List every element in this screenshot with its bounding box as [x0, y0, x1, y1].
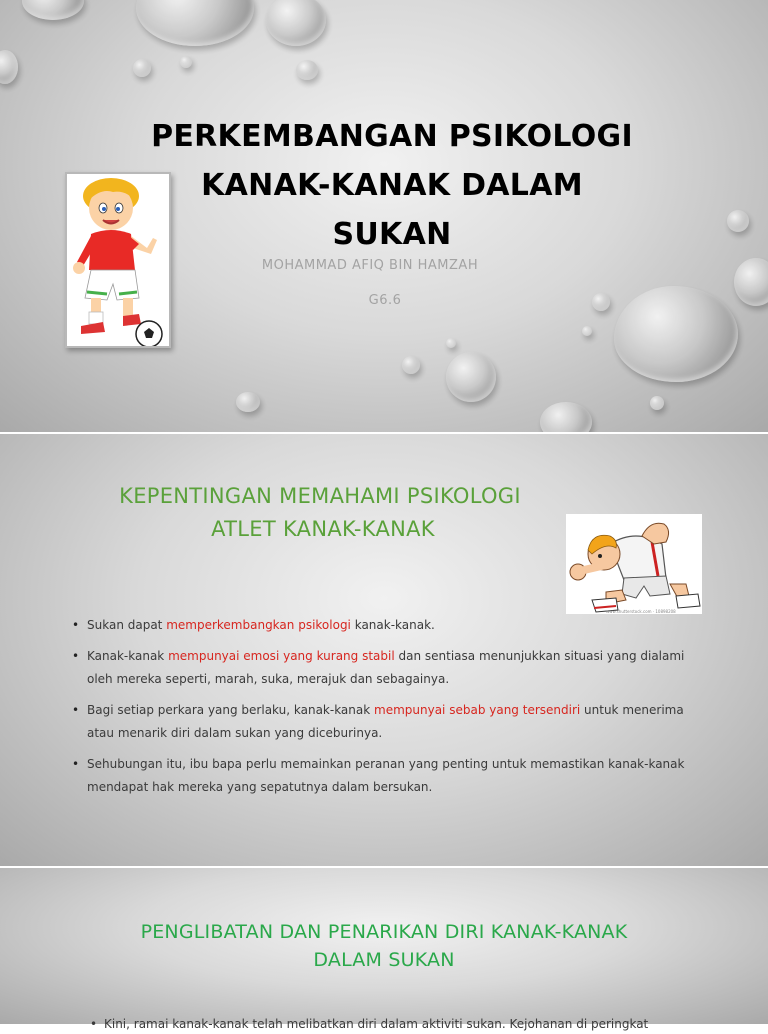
author-name: MOHAMMAD AFIQ BIN HAMZAH	[261, 258, 479, 273]
bullet-text: untuk menerima atau menarik diri dalam sukan yang diceburinya.	[87, 703, 684, 740]
slide-title	[60, 480, 580, 546]
water-drop-decoration	[236, 392, 260, 412]
water-drop-decoration	[296, 60, 318, 80]
title-line: KANAK-KANAK DALAM	[201, 168, 583, 203]
bullet-highlight: mempunyai sebab yang tersendiri	[374, 703, 581, 717]
water-drop-decoration	[446, 338, 456, 348]
image-caption: www.shutterstock.com · 10898208	[606, 609, 676, 614]
list-item	[72, 699, 692, 745]
title-line: PERKEMBANGAN PSIKOLOGI	[151, 119, 633, 154]
list-item: • Kini, ramai kanak-kanak telah melibatkan diri dalam aktiviti sukan. Kejohanan di peringkat	[104, 1014, 704, 1034]
slide-title	[120, 112, 664, 259]
water-drop-decoration	[402, 356, 420, 374]
slide-title	[90, 918, 678, 974]
bullet-text: dan sentiasa menunjukkan situasi yang dialami oleh mereka seperti, marah, suka, merajuk dan sebagainya.	[87, 649, 685, 686]
class-code: G6.6	[368, 293, 402, 308]
bullet-highlight: memperkembangkan psikologi	[166, 618, 351, 632]
bullet-text: kanak-kanak.	[350, 618, 435, 632]
list-item	[72, 614, 692, 637]
water-drop-decoration	[180, 56, 192, 68]
water-drop-decoration	[0, 50, 18, 84]
bullet-highlight: mempunyai emosi yang kurang stabil	[168, 649, 395, 663]
title-line: SUKAN	[332, 217, 452, 252]
water-drop-decoration	[133, 59, 151, 77]
cartoon-runner-icon	[566, 514, 702, 614]
water-drop-decoration	[582, 326, 592, 336]
water-drop-decoration	[446, 352, 496, 402]
title-line: DALAM SUKAN	[313, 949, 455, 971]
cartoon-boy-icon	[67, 174, 169, 346]
title-line: PENGLIBATAN DAN PENARIKAN DIRI KANAK-KANAK	[140, 921, 628, 943]
bullet-text: Kanak-kanak	[87, 649, 169, 663]
water-drop-decoration	[614, 286, 738, 382]
water-drop-decoration	[727, 210, 749, 232]
bullet-list	[72, 614, 692, 807]
bullet-text: Sukan dapat	[87, 618, 167, 632]
water-drop-decoration	[650, 396, 664, 410]
title-line: ATLET KANAK-KANAK	[211, 517, 435, 541]
water-drop-decoration	[266, 0, 326, 46]
title-line: KEPENTINGAN MEMAHAMI PSIKOLOGI	[119, 484, 521, 508]
cartoon-boy-footballer-image	[65, 172, 171, 348]
list-item	[72, 645, 692, 691]
water-drop-decoration	[22, 0, 84, 20]
cartoon-runner-image	[566, 514, 702, 614]
bullet-text: Sehubungan itu, ibu bapa perlu memainkan peranan yang penting untuk memastikan kanak-kanak mendapat hak mereka yang sepatutnya dalam bersukan.	[87, 757, 685, 794]
bullet-text: Bagi setiap perkara yang berlaku, kanak-kanak	[87, 703, 375, 717]
water-drop-decoration	[734, 258, 768, 306]
water-drop-decoration	[136, 0, 254, 46]
list-item	[72, 753, 692, 799]
water-drop-decoration	[540, 402, 592, 432]
